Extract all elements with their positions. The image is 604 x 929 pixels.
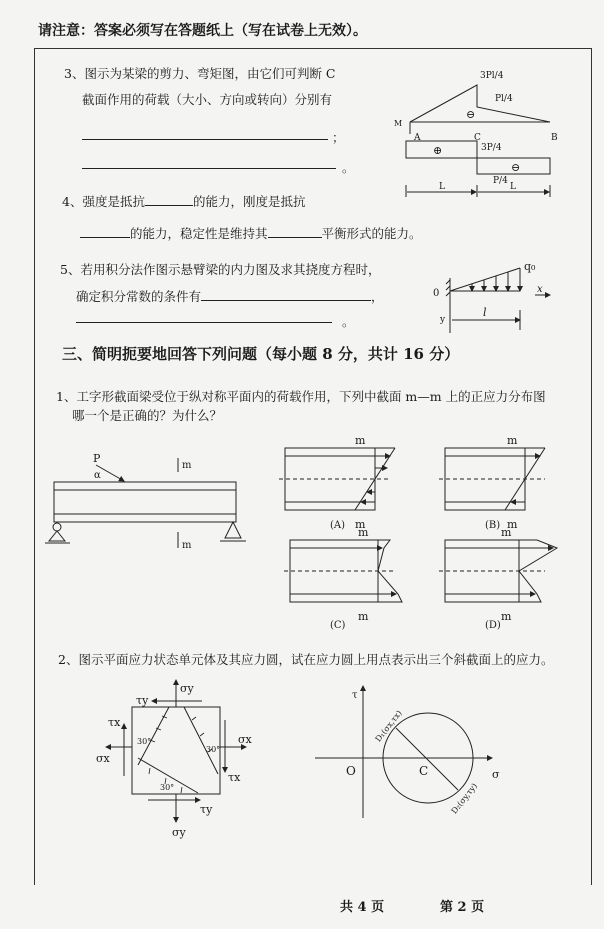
q4-text-a: 4、强度是抵抗 xyxy=(62,194,145,209)
label-m: m xyxy=(507,518,518,531)
q3-line2: 截面作用的荷载（大小、方向或转向）分别有 xyxy=(82,92,333,107)
moment-diagram xyxy=(394,71,558,143)
label-sigma-y-top: σy xyxy=(180,682,194,695)
label-D2: D₂(σy,τy) xyxy=(449,781,480,816)
label-Pl4: Pl/4 xyxy=(495,94,513,104)
s3q1-line2: 哪一个是正确的？为什么？ xyxy=(72,408,223,423)
label-3P4: 3P/4 xyxy=(481,143,502,153)
label-B: B xyxy=(551,133,558,143)
option-B xyxy=(439,434,545,531)
q3-line1: 3、图示为某梁的剪力、弯矩图，由它们可判断 C xyxy=(64,66,336,81)
option-D xyxy=(439,526,557,631)
label-x: x xyxy=(537,284,543,295)
label-A: A xyxy=(414,133,421,143)
label-tau-y-top: τy xyxy=(136,694,149,707)
label-origin: 0 xyxy=(433,288,440,299)
label-L1: L xyxy=(439,182,445,192)
option-label-A: (A) xyxy=(330,520,346,531)
label-sigma-y-bottom: σy xyxy=(172,826,186,839)
label-tau-y-bottom: τy xyxy=(200,803,213,816)
label-m-bottom: m xyxy=(182,540,192,551)
q4-text-c: 的能力，稳定性是维持其 xyxy=(130,226,268,241)
label-m: m xyxy=(501,610,512,623)
label-M: M xyxy=(394,119,403,128)
label-angle-1: 30° xyxy=(137,737,152,746)
q5-text: 确定积分常数的条件有 xyxy=(76,289,202,304)
section-3-title: 三、简明扼要地回答下列问题（每小题 8 分，共计 16 分） xyxy=(62,345,460,363)
notice-heading: 请注意：答案必须写在答题纸上（写在试卷上无效）。 xyxy=(38,23,367,39)
shear-diagram xyxy=(406,141,550,197)
label-sigma-x-left: σx xyxy=(96,752,110,765)
label-m: m xyxy=(507,434,518,447)
q3-sep1: ； xyxy=(332,130,345,145)
q4-text-d: 平衡形式的能力。 xyxy=(321,226,422,241)
label-center-C: C xyxy=(419,764,429,778)
label-origin-O: O xyxy=(346,764,356,778)
beam-figure xyxy=(45,452,246,551)
stress-element xyxy=(96,680,253,839)
label-tau-x-left: τx xyxy=(108,716,121,729)
label-sigma-x-right: σx xyxy=(238,733,252,746)
q3-sep2: 。 xyxy=(342,160,355,175)
label-m: m xyxy=(358,526,369,539)
label-l: l xyxy=(483,306,487,319)
footer-page-number: 第 2 页 xyxy=(440,900,485,915)
option-C xyxy=(284,526,402,631)
q5-sep2: 。 xyxy=(342,314,355,329)
label-C: C xyxy=(474,133,481,143)
label-angle-3: 30° xyxy=(160,783,175,792)
label-m: m xyxy=(358,610,369,623)
label-m: m xyxy=(355,518,366,531)
option-label-B: (B) xyxy=(485,520,501,531)
minus-sign-icon: ⊖ xyxy=(511,161,521,174)
plus-sign-icon: ⊕ xyxy=(433,144,443,157)
label-m: m xyxy=(501,526,512,539)
q4-text-b: 的能力，刚度是抵抗 xyxy=(192,194,306,209)
footer-total-pages: 共 4 页 xyxy=(340,900,385,915)
label-y: y xyxy=(440,315,446,325)
label-m: m xyxy=(355,434,366,447)
s3q1-line1: 1、工字形截面梁受位于纵对称平面内的荷载作用，下列中截面 m—m 上的正应力分布图 xyxy=(56,389,546,404)
label-angle-2: 30° xyxy=(206,745,221,754)
label-sigma-axis: σ xyxy=(492,768,500,781)
label-tau-x-right: τx xyxy=(228,771,241,784)
q5-line1: 5、若用积分法作图示悬臂梁的内力图及求其挠度方程时， xyxy=(60,262,381,277)
minus-sign-icon: ⊖ xyxy=(466,108,476,121)
option-A xyxy=(279,434,395,531)
label-tau-axis: τ xyxy=(352,690,358,701)
cantilever-figure xyxy=(433,260,550,333)
label-alpha: α xyxy=(94,470,101,481)
label-P4: P/4 xyxy=(493,176,508,186)
label-m-top: m xyxy=(182,460,192,471)
label-q0: q₀ xyxy=(524,260,536,273)
label-L2: L xyxy=(510,182,516,192)
option-label-D: (D) xyxy=(485,620,501,631)
option-label-C: (C) xyxy=(330,620,346,631)
mohr-circle xyxy=(315,686,500,818)
s3q2-line1: 2、图示平面应力状态单元体及其应力圆，试在应力圆上用点表示出三个斜截面上的应力。 xyxy=(58,652,554,667)
q5-sep1: ， xyxy=(371,289,384,304)
label-3Pl4: 3Pl/4 xyxy=(480,71,504,81)
label-D1: D₁(σx,τx) xyxy=(373,708,404,744)
label-P: P xyxy=(93,452,101,465)
